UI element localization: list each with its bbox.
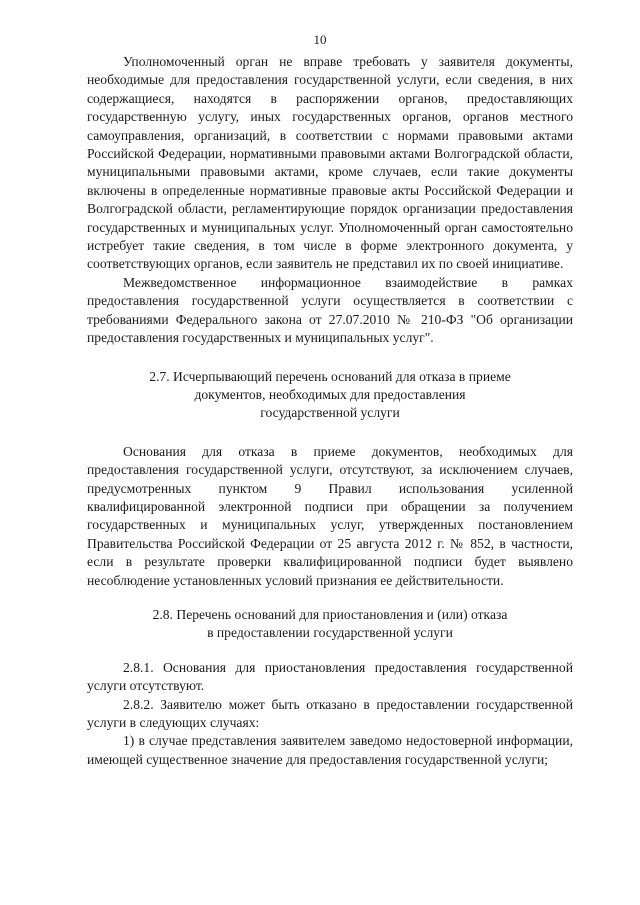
heading-2-8-line-2: в предоставлении государственной услуги (207, 625, 453, 641)
paragraph-2-8-2: 2.8.2. Заявителю может быть отказано в предоставлении государственной услуги в следующих случаях: (87, 696, 573, 730)
heading-2-8-line-1: 2.8. Перечень оснований для приостановления и (или) отказа (152, 606, 508, 622)
paragraph-2-8-2-item-1: 1) в случае представления заявителем заведомо недостоверной информации, имеющей существенное значение для предоставления государственной услуги; (87, 733, 573, 767)
paragraph-refusal-grounds: Основания для отказа в приеме документов, необходимых для предоставления государственной услуги, отсутствуют, за исключением случаев, предусмотренных пунктом 9 Правил использования усиленной квалифицированной электронной подписи при обращении за получением государственных и муниципальных услуг, утвержденных постановлением Правительства Российской Федерации от 25 августа 2012 г. № 852, в частности, если в результате проверки квалифицированной подписи будет выявлено несоблюдение установленных условий признания ее действительности. (87, 443, 573, 588)
heading-2-7-line-1: 2.7. Исчерпывающий перечень оснований для отказа в приеме (149, 368, 511, 384)
paragraph-documents-requirement: Уполномоченный орган не вправе требовать у заявителя документы, необходимые для предоставления государственной услуги, если сведения, в них содержащиеся, находятся в распоряжении органов, предоставляющих государственную услугу, иных государственных органов, органов местного самоуправления, организаций, в соответствии с нормами правовыми актами Российской Федерации, нормативными правовыми актами Волгоградской области, муниципальными правовыми актами, кроме случаев, если такие документы включены в определенные нормативные правовые акты Российской Федерации и Волгоградской области, регламентирующие порядок организации предоставления государственных и муниципальных услуг. Уполномоченный орган самостоятельно истребует такие сведения, в том числе в форме электронного документа, у соответствующих органов, если заявитель не представил их по своей инициативе. (87, 54, 573, 272)
heading-2-7-line-3: государственной услуги (260, 405, 400, 421)
paragraph-interagency-interaction: Межведомственное информационное взаимодействие в рамках предоставления государственной услуги осуществляется в соответствии с требованиями Федерального закона от 27.07.2010 № 210-ФЗ "Об организации предоставления государственных и муниципальных услуг". (87, 274, 573, 346)
heading-2-7-line-2: документов, необходимых для предоставления (194, 386, 466, 402)
document-body (87, 53, 573, 769)
page-number: 10 (313, 32, 327, 47)
paragraph-2-8-1: 2.8.1. Основания для приостановления предоставления государственной услуги отсутствуют. (87, 659, 573, 694)
